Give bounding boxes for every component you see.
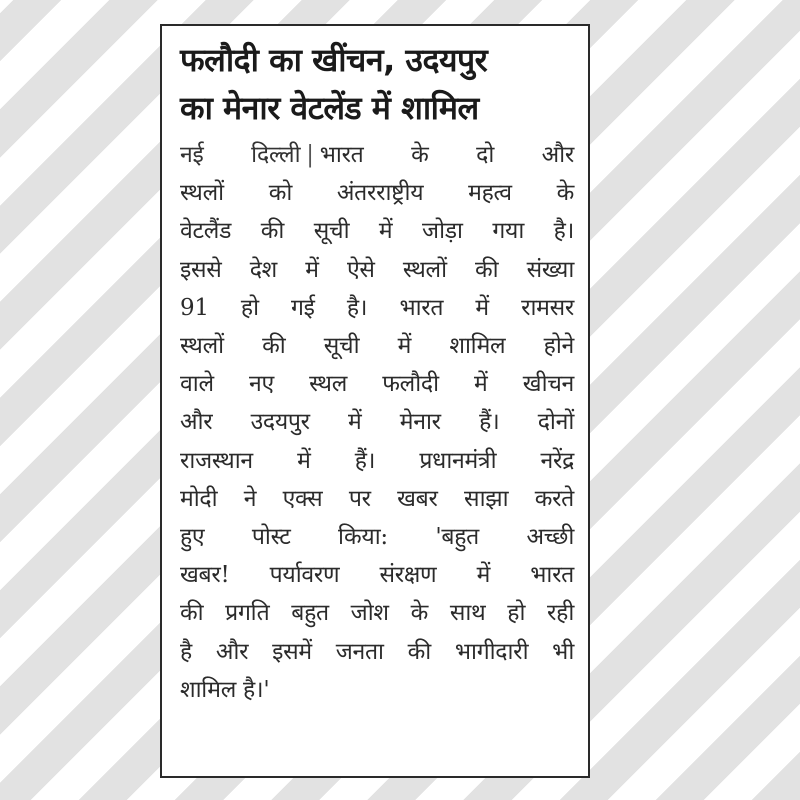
first-line-text: भारत के दो और (319, 142, 574, 168)
article-line-3: वेटलैंड की सूची में जोड़ा गया है। (180, 218, 574, 245)
article-line-6: स्थलों की सूची में शामिल होने (180, 333, 574, 360)
article-line-1 (180, 136, 574, 174)
article-line-7: वाले नए स्थल फलौदी में खीचन (180, 371, 574, 398)
article-line-10: मोदी ने एक्स पर खबर साझा करते (180, 485, 574, 512)
article-line-8: और उदयपुर में मेनार हैं। दोनों (180, 409, 574, 436)
dateline: नई दिल्ली (180, 142, 301, 168)
newspaper-clipping (160, 24, 590, 778)
article-line-15: शामिल है।' (180, 676, 270, 703)
headline-line-1: फलौदी का खींचन, उदयपुर (180, 41, 488, 79)
article-line-14: है और इसमें जनता की भागीदारी भी (180, 638, 574, 665)
article-line-5: 91 हो गई है। भारत में रामसर (180, 294, 574, 321)
article-line-9: राजस्थान में हैं। प्रधानमंत्री नरेंद्र (180, 447, 574, 474)
article-line-2: स्थलों को अंतरराष्ट्रीय महत्व के (180, 180, 574, 207)
dateline-separator: | (306, 142, 314, 168)
article-line-11: हुए पोस्ट किया: 'बहुत अच्छी (180, 524, 574, 551)
headline-line-2: का मेनार वेटलेंड में शामिल (180, 89, 479, 127)
headline (180, 36, 574, 132)
article-line-13: की प्रगति बहुत जोश के साथ हो रही (180, 600, 574, 627)
article-body (180, 136, 574, 709)
article-line-12: खबर! पर्यावरण संरक्षण में भारत (180, 562, 574, 589)
article-line-4: इससे देश में ऐसे स्थलों की संख्या (180, 256, 574, 283)
